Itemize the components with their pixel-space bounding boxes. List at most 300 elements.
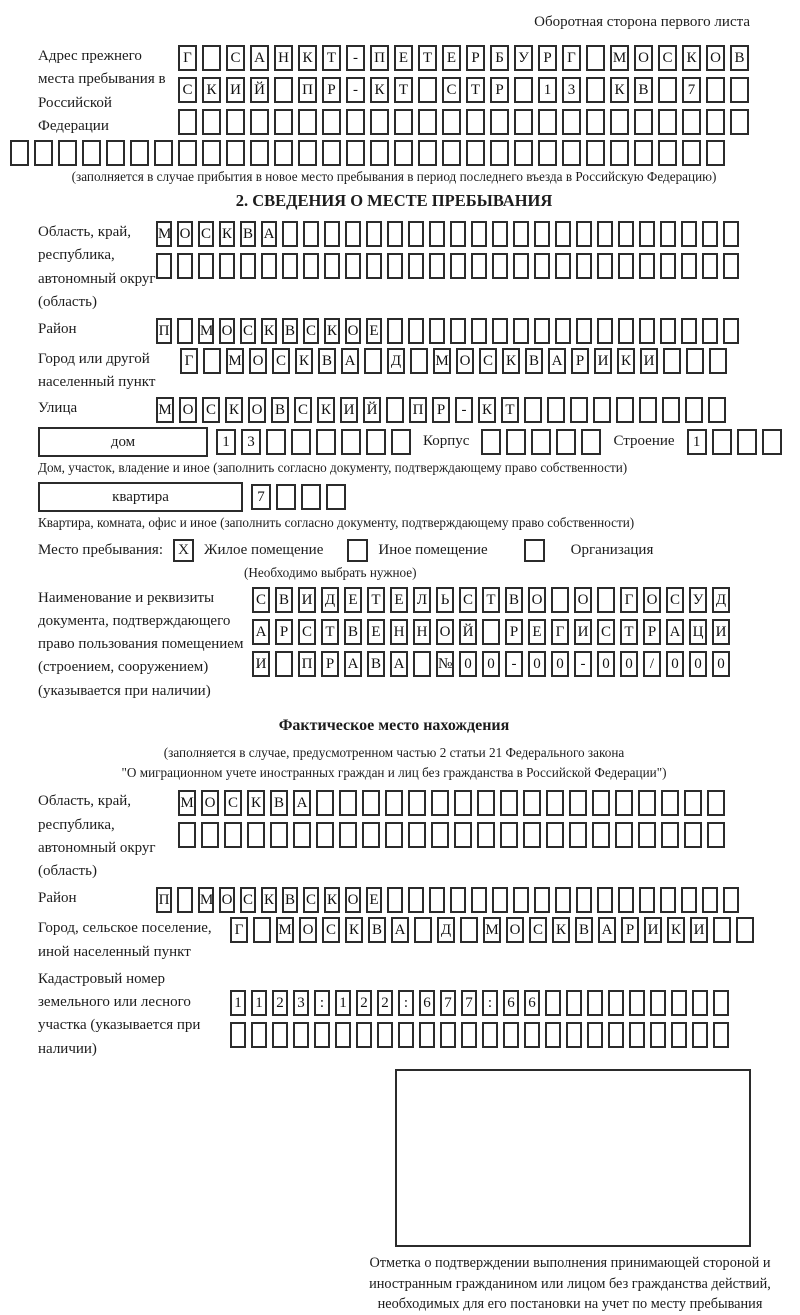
- char-cell[interactable]: -: [346, 45, 365, 71]
- char-cell[interactable]: Л: [413, 587, 431, 613]
- char-cell[interactable]: [702, 221, 718, 247]
- char-cell[interactable]: [366, 429, 386, 455]
- char-cell[interactable]: [274, 140, 293, 166]
- char-cell[interactable]: [692, 990, 708, 1016]
- char-cell[interactable]: К: [261, 887, 277, 913]
- char-cell[interactable]: 1: [538, 77, 557, 103]
- char-cell[interactable]: [610, 140, 629, 166]
- char-cell[interactable]: [322, 109, 341, 135]
- char-cell[interactable]: Т: [367, 587, 385, 613]
- char-cell[interactable]: [450, 318, 466, 344]
- char-cell[interactable]: [616, 397, 634, 423]
- char-cell[interactable]: [681, 887, 697, 913]
- char-cell[interactable]: [418, 140, 437, 166]
- char-cell[interactable]: 0: [459, 651, 477, 677]
- char-cell[interactable]: [429, 253, 445, 279]
- char-cell[interactable]: Н: [274, 45, 293, 71]
- char-cell[interactable]: Т: [418, 45, 437, 71]
- char-cell[interactable]: М: [198, 887, 214, 913]
- char-cell[interactable]: [513, 221, 529, 247]
- char-cell[interactable]: [684, 822, 702, 848]
- char-cell[interactable]: С: [666, 587, 684, 613]
- char-cell[interactable]: Г: [620, 587, 638, 613]
- char-cell[interactable]: С: [252, 587, 270, 613]
- char-cell[interactable]: [346, 109, 365, 135]
- char-cell[interactable]: №: [436, 651, 454, 677]
- char-cell[interactable]: С: [459, 587, 477, 613]
- char-cell[interactable]: [442, 140, 461, 166]
- char-cell[interactable]: [545, 990, 561, 1016]
- char-cell[interactable]: [440, 1022, 456, 1048]
- char-cell[interactable]: Е: [366, 318, 382, 344]
- char-cell[interactable]: [706, 140, 725, 166]
- char-cell[interactable]: [303, 253, 319, 279]
- char-cell[interactable]: [671, 990, 687, 1016]
- char-cell[interactable]: К: [324, 318, 340, 344]
- char-cell[interactable]: [708, 397, 726, 423]
- char-cell[interactable]: П: [156, 318, 172, 344]
- char-cell[interactable]: [247, 822, 265, 848]
- char-cell[interactable]: С: [322, 917, 340, 943]
- char-cell[interactable]: [500, 790, 518, 816]
- korpus-cells[interactable]: [481, 429, 601, 455]
- char-cell[interactable]: [291, 429, 311, 455]
- char-cell[interactable]: [466, 140, 485, 166]
- char-cell[interactable]: [660, 318, 676, 344]
- prev-address-row-1[interactable]: [178, 45, 749, 71]
- char-cell[interactable]: [730, 109, 749, 135]
- char-cell[interactable]: С: [226, 45, 245, 71]
- char-cell[interactable]: [662, 397, 680, 423]
- char-cell[interactable]: [534, 887, 550, 913]
- char-cell[interactable]: [177, 253, 193, 279]
- char-cell[interactable]: [706, 77, 725, 103]
- char-cell[interactable]: И: [298, 587, 316, 613]
- actual-city-row[interactable]: [230, 917, 754, 943]
- char-cell[interactable]: [513, 887, 529, 913]
- char-cell[interactable]: [250, 140, 269, 166]
- char-cell[interactable]: [275, 651, 293, 677]
- char-cell[interactable]: В: [730, 45, 749, 71]
- char-cell[interactable]: [418, 77, 437, 103]
- char-cell[interactable]: Р: [505, 619, 523, 645]
- char-cell[interactable]: В: [271, 397, 289, 423]
- char-cell[interactable]: [442, 109, 461, 135]
- char-cell[interactable]: [335, 1022, 351, 1048]
- char-cell[interactable]: [387, 221, 403, 247]
- char-cell[interactable]: С: [442, 77, 461, 103]
- char-cell[interactable]: Р: [621, 917, 639, 943]
- char-cell[interactable]: [538, 109, 557, 135]
- char-cell[interactable]: [608, 1022, 624, 1048]
- char-cell[interactable]: [270, 822, 288, 848]
- char-cell[interactable]: К: [317, 397, 335, 423]
- char-cell[interactable]: [410, 348, 428, 374]
- district-row[interactable]: [156, 318, 739, 344]
- char-cell[interactable]: [224, 822, 242, 848]
- char-cell[interactable]: [661, 790, 679, 816]
- char-cell[interactable]: [634, 140, 653, 166]
- cadastral-row-1[interactable]: [230, 990, 729, 1016]
- char-cell[interactable]: [461, 1022, 477, 1048]
- char-cell[interactable]: [250, 109, 269, 135]
- char-cell[interactable]: [492, 221, 508, 247]
- char-cell[interactable]: [316, 429, 336, 455]
- char-cell[interactable]: В: [575, 917, 593, 943]
- char-cell[interactable]: Р: [490, 77, 509, 103]
- char-cell[interactable]: А: [261, 221, 277, 247]
- char-cell[interactable]: [576, 253, 592, 279]
- char-cell[interactable]: К: [225, 397, 243, 423]
- char-cell[interactable]: Б: [490, 45, 509, 71]
- city-row[interactable]: [180, 348, 727, 374]
- char-cell[interactable]: [282, 221, 298, 247]
- char-cell[interactable]: А: [341, 348, 359, 374]
- char-cell[interactable]: [661, 822, 679, 848]
- char-cell[interactable]: [707, 790, 725, 816]
- char-cell[interactable]: [266, 429, 286, 455]
- region-row-2[interactable]: [156, 253, 739, 279]
- char-cell[interactable]: 0: [666, 651, 684, 677]
- char-cell[interactable]: [534, 221, 550, 247]
- char-cell[interactable]: [681, 253, 697, 279]
- char-cell[interactable]: [555, 887, 571, 913]
- char-cell[interactable]: К: [502, 348, 520, 374]
- char-cell[interactable]: [723, 221, 739, 247]
- char-cell[interactable]: [639, 253, 655, 279]
- char-cell[interactable]: Р: [538, 45, 557, 71]
- char-cell[interactable]: А: [293, 790, 311, 816]
- char-cell[interactable]: А: [344, 651, 362, 677]
- char-cell[interactable]: [408, 221, 424, 247]
- char-cell[interactable]: О: [299, 917, 317, 943]
- char-cell[interactable]: С: [294, 397, 312, 423]
- char-cell[interactable]: [702, 318, 718, 344]
- char-cell[interactable]: [481, 429, 501, 455]
- char-cell[interactable]: К: [298, 45, 317, 71]
- char-cell[interactable]: [555, 318, 571, 344]
- char-cell[interactable]: -: [346, 77, 365, 103]
- char-cell[interactable]: [253, 917, 271, 943]
- char-cell[interactable]: В: [240, 221, 256, 247]
- house-number-cells[interactable]: [216, 429, 411, 455]
- char-cell[interactable]: [555, 253, 571, 279]
- char-cell[interactable]: 2: [272, 990, 288, 1016]
- char-cell[interactable]: Г: [562, 45, 581, 71]
- char-cell[interactable]: [658, 109, 677, 135]
- char-cell[interactable]: Ь: [436, 587, 454, 613]
- char-cell[interactable]: М: [156, 221, 172, 247]
- char-cell[interactable]: О: [345, 318, 361, 344]
- char-cell[interactable]: 1: [230, 990, 246, 1016]
- char-cell[interactable]: О: [528, 587, 546, 613]
- char-cell[interactable]: [639, 221, 655, 247]
- char-cell[interactable]: П: [370, 45, 389, 71]
- char-cell[interactable]: [471, 221, 487, 247]
- char-cell[interactable]: О: [248, 397, 266, 423]
- char-cell[interactable]: В: [270, 790, 288, 816]
- char-cell[interactable]: [106, 140, 125, 166]
- char-cell[interactable]: [639, 887, 655, 913]
- char-cell[interactable]: [618, 887, 634, 913]
- char-cell[interactable]: И: [712, 619, 730, 645]
- char-cell[interactable]: К: [610, 77, 629, 103]
- char-cell[interactable]: [391, 429, 411, 455]
- char-cell[interactable]: [316, 790, 334, 816]
- char-cell[interactable]: [514, 77, 533, 103]
- char-cell[interactable]: [482, 1022, 498, 1048]
- char-cell[interactable]: Г: [230, 917, 248, 943]
- char-cell[interactable]: А: [252, 619, 270, 645]
- char-cell[interactable]: [686, 348, 704, 374]
- char-cell[interactable]: С: [303, 318, 319, 344]
- char-cell[interactable]: О: [456, 348, 474, 374]
- char-cell[interactable]: [339, 822, 357, 848]
- char-cell[interactable]: К: [617, 348, 635, 374]
- char-cell[interactable]: [492, 887, 508, 913]
- char-cell[interactable]: [226, 109, 245, 135]
- char-cell[interactable]: Т: [482, 587, 500, 613]
- char-cell[interactable]: О: [345, 887, 361, 913]
- char-cell[interactable]: [82, 140, 101, 166]
- char-cell[interactable]: О: [634, 45, 653, 71]
- char-cell[interactable]: [408, 253, 424, 279]
- char-cell[interactable]: [576, 318, 592, 344]
- char-cell[interactable]: Д: [712, 587, 730, 613]
- char-cell[interactable]: [545, 1022, 561, 1048]
- char-cell[interactable]: [562, 140, 581, 166]
- char-cell[interactable]: [682, 140, 701, 166]
- char-cell[interactable]: 1: [687, 429, 707, 455]
- char-cell[interactable]: Е: [344, 587, 362, 613]
- char-cell[interactable]: А: [666, 619, 684, 645]
- char-cell[interactable]: [385, 822, 403, 848]
- char-cell[interactable]: [592, 822, 610, 848]
- prev-address-row-2[interactable]: [178, 77, 749, 103]
- char-cell[interactable]: [314, 1022, 330, 1048]
- char-cell[interactable]: М: [226, 348, 244, 374]
- char-cell[interactable]: [230, 1022, 246, 1048]
- char-cell[interactable]: И: [340, 397, 358, 423]
- char-cell[interactable]: Й: [250, 77, 269, 103]
- char-cell[interactable]: [413, 651, 431, 677]
- char-cell[interactable]: [546, 790, 564, 816]
- char-cell[interactable]: 2: [356, 990, 372, 1016]
- char-cell[interactable]: [618, 221, 634, 247]
- char-cell[interactable]: [418, 109, 437, 135]
- char-cell[interactable]: [684, 790, 702, 816]
- char-cell[interactable]: [177, 318, 193, 344]
- char-cell[interactable]: [566, 990, 582, 1016]
- char-cell[interactable]: Р: [466, 45, 485, 71]
- char-cell[interactable]: 3: [241, 429, 261, 455]
- char-cell[interactable]: 7: [251, 484, 271, 510]
- char-cell[interactable]: В: [505, 587, 523, 613]
- char-cell[interactable]: [513, 318, 529, 344]
- char-cell[interactable]: [663, 348, 681, 374]
- char-cell[interactable]: С: [658, 45, 677, 71]
- char-cell[interactable]: [261, 253, 277, 279]
- char-cell[interactable]: Т: [620, 619, 638, 645]
- char-cell[interactable]: 6: [419, 990, 435, 1016]
- char-cell[interactable]: [419, 1022, 435, 1048]
- char-cell[interactable]: К: [324, 887, 340, 913]
- char-cell[interactable]: Р: [275, 619, 293, 645]
- char-cell[interactable]: [503, 1022, 519, 1048]
- char-cell[interactable]: И: [690, 917, 708, 943]
- char-cell[interactable]: К: [345, 917, 363, 943]
- char-cell[interactable]: О: [436, 619, 454, 645]
- char-cell[interactable]: [506, 429, 526, 455]
- char-cell[interactable]: [429, 221, 445, 247]
- char-cell[interactable]: [500, 822, 518, 848]
- char-cell[interactable]: К: [667, 917, 685, 943]
- char-cell[interactable]: В: [367, 651, 385, 677]
- char-cell[interactable]: [586, 109, 605, 135]
- char-cell[interactable]: К: [295, 348, 313, 374]
- char-cell[interactable]: [450, 887, 466, 913]
- char-cell[interactable]: [592, 790, 610, 816]
- char-cell[interactable]: [324, 253, 340, 279]
- char-cell[interactable]: [597, 318, 613, 344]
- char-cell[interactable]: [650, 990, 666, 1016]
- char-cell[interactable]: [408, 790, 426, 816]
- char-cell[interactable]: 3: [562, 77, 581, 103]
- char-cell[interactable]: О: [179, 397, 197, 423]
- char-cell[interactable]: У: [514, 45, 533, 71]
- char-cell[interactable]: 0: [597, 651, 615, 677]
- char-cell[interactable]: [276, 484, 296, 510]
- char-cell[interactable]: С: [272, 348, 290, 374]
- char-cell[interactable]: [638, 790, 656, 816]
- char-cell[interactable]: Т: [501, 397, 519, 423]
- char-cell[interactable]: 0: [620, 651, 638, 677]
- char-cell[interactable]: [408, 887, 424, 913]
- char-cell[interactable]: Д: [437, 917, 455, 943]
- char-cell[interactable]: Й: [363, 397, 381, 423]
- char-cell[interactable]: [658, 77, 677, 103]
- char-cell[interactable]: [202, 45, 221, 71]
- char-cell[interactable]: [514, 109, 533, 135]
- char-cell[interactable]: Е: [367, 619, 385, 645]
- char-cell[interactable]: Е: [528, 619, 546, 645]
- char-cell[interactable]: [660, 221, 676, 247]
- char-cell[interactable]: А: [250, 45, 269, 71]
- char-cell[interactable]: О: [643, 587, 661, 613]
- char-cell[interactable]: [477, 790, 495, 816]
- char-cell[interactable]: [387, 318, 403, 344]
- char-cell[interactable]: К: [202, 77, 221, 103]
- char-cell[interactable]: [618, 318, 634, 344]
- char-cell[interactable]: [298, 109, 317, 135]
- char-cell[interactable]: [178, 140, 197, 166]
- char-cell[interactable]: [408, 318, 424, 344]
- char-cell[interactable]: -: [455, 397, 473, 423]
- char-cell[interactable]: [274, 77, 293, 103]
- char-cell[interactable]: С: [224, 790, 242, 816]
- char-cell[interactable]: Д: [321, 587, 339, 613]
- char-cell[interactable]: [713, 917, 731, 943]
- char-cell[interactable]: [586, 45, 605, 71]
- char-cell[interactable]: [450, 221, 466, 247]
- char-cell[interactable]: [685, 397, 703, 423]
- char-cell[interactable]: [482, 619, 500, 645]
- char-cell[interactable]: [618, 253, 634, 279]
- char-cell[interactable]: М: [610, 45, 629, 71]
- char-cell[interactable]: [586, 77, 605, 103]
- char-cell[interactable]: [202, 140, 221, 166]
- char-cell[interactable]: И: [574, 619, 592, 645]
- char-cell[interactable]: [587, 990, 603, 1016]
- char-cell[interactable]: [203, 348, 221, 374]
- char-cell[interactable]: [713, 990, 729, 1016]
- char-cell[interactable]: В: [282, 318, 298, 344]
- char-cell[interactable]: [546, 822, 564, 848]
- char-cell[interactable]: К: [478, 397, 496, 423]
- char-cell[interactable]: [615, 822, 633, 848]
- char-cell[interactable]: [431, 822, 449, 848]
- char-cell[interactable]: 1: [335, 990, 351, 1016]
- char-cell[interactable]: [454, 790, 472, 816]
- char-cell[interactable]: К: [219, 221, 235, 247]
- char-cell[interactable]: 1: [251, 990, 267, 1016]
- char-cell[interactable]: [362, 822, 380, 848]
- char-cell[interactable]: О: [219, 887, 235, 913]
- cadastral-row-2[interactable]: [230, 1022, 729, 1048]
- char-cell[interactable]: Г: [178, 45, 197, 71]
- char-cell[interactable]: [394, 109, 413, 135]
- char-cell[interactable]: О: [506, 917, 524, 943]
- char-cell[interactable]: [339, 790, 357, 816]
- char-cell[interactable]: 0: [482, 651, 500, 677]
- char-cell[interactable]: В: [525, 348, 543, 374]
- char-cell[interactable]: [737, 429, 757, 455]
- char-cell[interactable]: [534, 318, 550, 344]
- char-cell[interactable]: [272, 1022, 288, 1048]
- char-cell[interactable]: [597, 253, 613, 279]
- char-cell[interactable]: [366, 253, 382, 279]
- char-cell[interactable]: [492, 253, 508, 279]
- char-cell[interactable]: [713, 1022, 729, 1048]
- char-cell[interactable]: [566, 1022, 582, 1048]
- char-cell[interactable]: В: [282, 887, 298, 913]
- char-cell[interactable]: Г: [551, 619, 569, 645]
- char-cell[interactable]: И: [640, 348, 658, 374]
- char-cell[interactable]: [524, 1022, 540, 1048]
- char-cell[interactable]: [471, 253, 487, 279]
- char-cell[interactable]: Т: [394, 77, 413, 103]
- char-cell[interactable]: [130, 140, 149, 166]
- char-cell[interactable]: 7: [682, 77, 701, 103]
- char-cell[interactable]: [431, 790, 449, 816]
- char-cell[interactable]: [660, 887, 676, 913]
- char-cell[interactable]: [322, 140, 341, 166]
- char-cell[interactable]: [658, 140, 677, 166]
- char-cell[interactable]: [429, 318, 445, 344]
- street-row[interactable]: [156, 397, 726, 423]
- char-cell[interactable]: [356, 1022, 372, 1048]
- char-cell[interactable]: В: [344, 619, 362, 645]
- char-cell[interactable]: [202, 109, 221, 135]
- char-cell[interactable]: [534, 253, 550, 279]
- char-cell[interactable]: :: [314, 990, 330, 1016]
- char-cell[interactable]: [385, 790, 403, 816]
- char-cell[interactable]: Н: [390, 619, 408, 645]
- char-cell[interactable]: Ц: [689, 619, 707, 645]
- char-cell[interactable]: [736, 917, 754, 943]
- char-cell[interactable]: [362, 790, 380, 816]
- char-cell[interactable]: [610, 109, 629, 135]
